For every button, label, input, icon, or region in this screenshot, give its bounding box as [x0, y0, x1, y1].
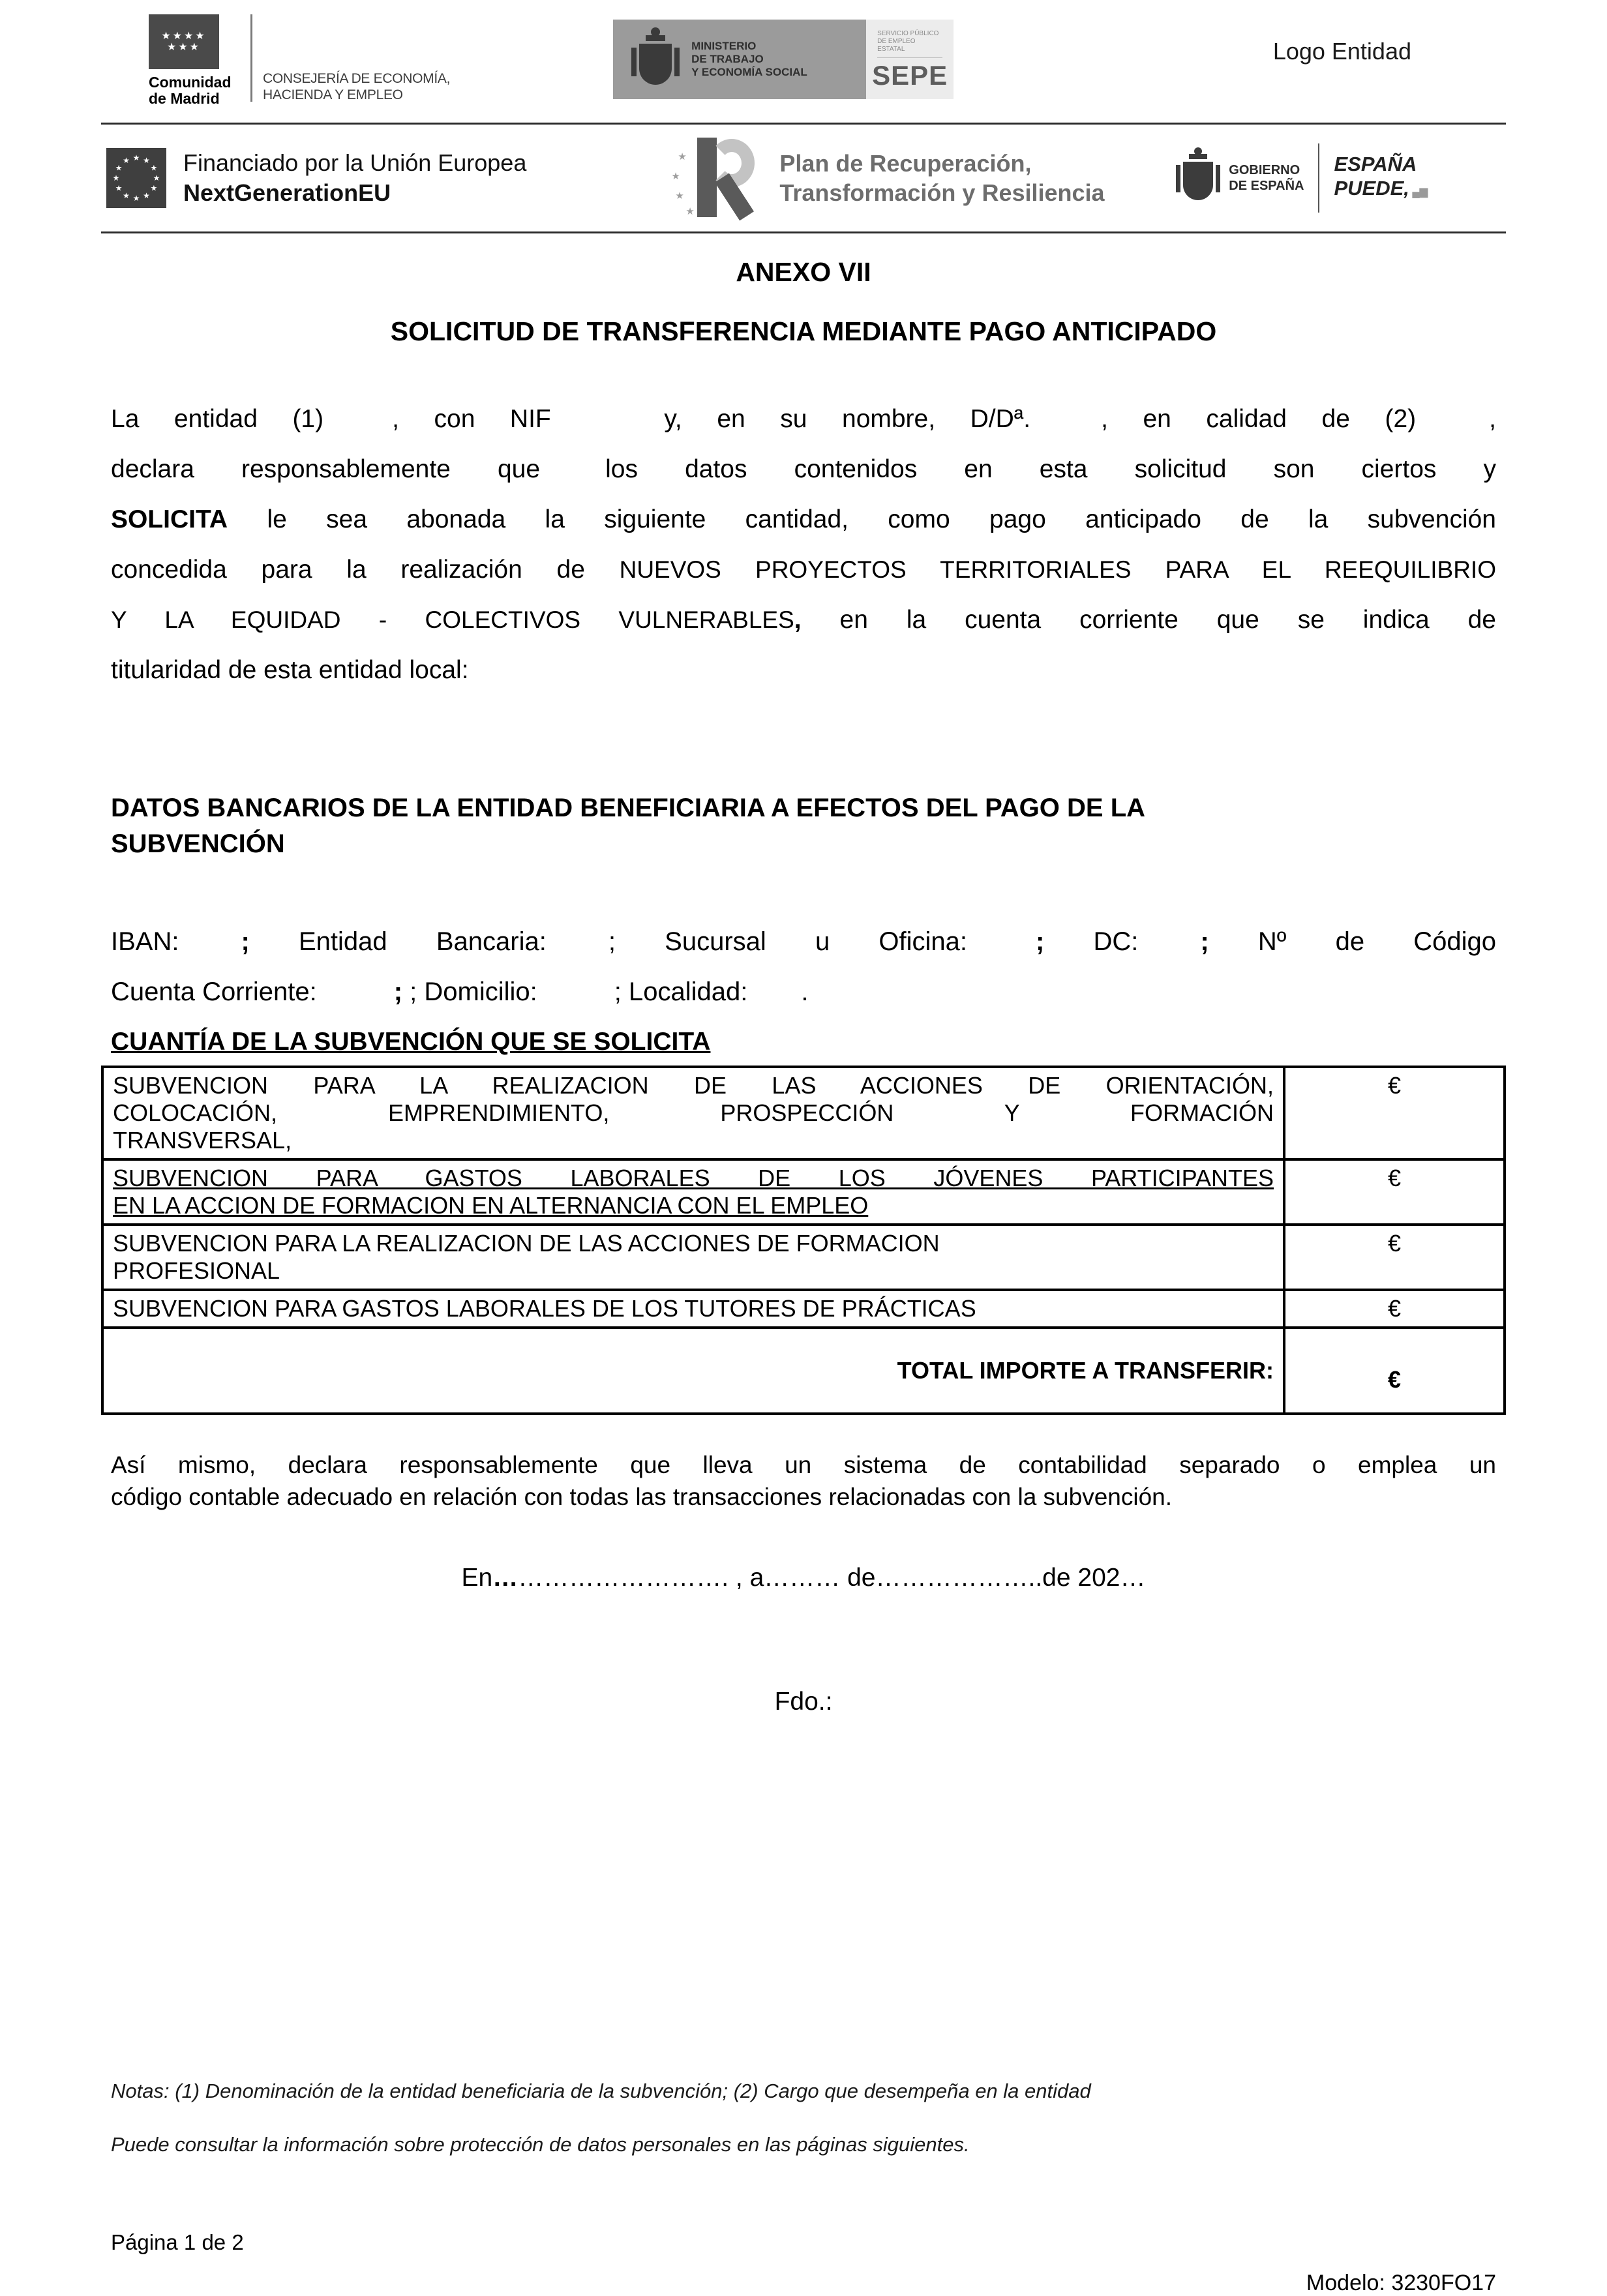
madrid-logo-block: [149, 14, 247, 107]
footnotes: [111, 2079, 1496, 2157]
header-logos: [111, 14, 1496, 106]
cell-line: PROFESIONAL: [113, 1257, 280, 1284]
logo-entidad-placeholder: Logo Entidad: [1272, 38, 1411, 65]
table-total-row: [102, 1328, 1505, 1414]
star-icon: ★: [671, 171, 680, 182]
madrid-wordmark: [149, 74, 247, 107]
eu-funding-line2: NextGenerationEU: [183, 179, 391, 206]
funding-banner: [101, 123, 1506, 233]
espana-puede-label: [1334, 152, 1428, 204]
cell-line: SUBVENCION PARA LA REALIZACION DE LAS ACCIONES DE FORMACION: [113, 1230, 940, 1257]
paragraph-line: Y LA EQUIDAD - COLECTIVOS VULNERABLES, en la cuenta corriente que se indica de: [111, 606, 1496, 634]
amount-cell: €: [1284, 1159, 1505, 1225]
gobierno-label: [1229, 162, 1304, 194]
ministerio-label: [691, 40, 807, 79]
table-row: [102, 1225, 1505, 1290]
madrid-name-line1: Comunidad: [149, 74, 232, 91]
paragraph-line: concedida para la realización de NUEVOS PROYECTOS TERRITORIALES PARA EL REEQUILIBRIO: [111, 556, 1496, 584]
sepe-logo: [866, 20, 954, 99]
amount-cell: €: [1284, 1067, 1505, 1159]
subsidy-description-cell: [102, 1067, 1284, 1159]
ministerio-box: [613, 20, 866, 99]
subsidy-description-cell: [102, 1159, 1284, 1225]
ministerio-line2: DE TRABAJO: [691, 53, 764, 65]
signature-label: Fdo.:: [774, 1688, 833, 1716]
cell-line: SUBVENCION PARA LA REALIZACION DE LAS ACCIONES DE ORIENTACIÓN,: [113, 1072, 1274, 1099]
intro-paragraph: [111, 394, 1496, 695]
total-amount-cell: €: [1284, 1328, 1505, 1414]
sepe-wordmark: SEPE: [872, 59, 948, 91]
bank-data-heading: [111, 790, 1496, 862]
footnote-1: Notas: (1) Denominación de la entidad beneficiaria de la subvención; (2) Cargo que desempeña en la entidad: [111, 2080, 1091, 2102]
footnote-2: Puede consultar la información sobre protección de datos personales en las páginas siguientes.: [111, 2133, 970, 2156]
star-icon: ★: [678, 151, 687, 162]
bank-line: IBAN: ; Entidad Bancaria: ; Sucursal u Oficina: ; DC: ; Nº de Código: [111, 927, 1497, 956]
total-label: TOTAL IMPORTE A TRANSFERIR:: [102, 1328, 1284, 1414]
cell-line: SUBVENCION PARA GASTOS LABORALES DE LOS TUTORES DE PRÁCTICAS: [113, 1295, 976, 1322]
subsidy-description-cell: [102, 1290, 1284, 1328]
paragraph-line: declara responsablemente que los datos contenidos en esta solicitud son ciertos y: [111, 455, 1496, 483]
espana-line1: ESPAÑA: [1334, 153, 1417, 175]
eu-funding-line1: Financiado por la Unión Europea: [183, 149, 527, 176]
sepe-subtitle: [877, 30, 942, 53]
table-row: [102, 1159, 1505, 1225]
paragraph-line: código contable adecuado en relación con todas las transacciones relacionadas con la subvención.: [111, 1483, 1173, 1510]
sepe-subtitle-line1: SERVICIO PÚBLICO: [877, 29, 939, 37]
gobierno-line2: DE ESPAÑA: [1229, 179, 1304, 193]
consejeria-label: [263, 70, 450, 107]
madrid-stars-row: [161, 31, 206, 42]
document-title: ANEXO VII: [736, 257, 871, 287]
table-row: [102, 1067, 1505, 1159]
consejeria-line1: CONSEJERÍA DE ECONOMÍA,: [263, 71, 451, 86]
eu-flag-icon: [106, 148, 166, 208]
accounting-paragraph: [111, 1449, 1496, 1513]
divider: [250, 14, 252, 102]
cell-line: EN LA ACCION DE FORMACION EN ALTERNANCIA CON EL EMPLEO: [113, 1192, 869, 1219]
espana-line2: PUEDE, ▄▆: [1334, 176, 1428, 204]
model-code: Modelo: 3230FO17: [1306, 2271, 1496, 2295]
paragraph-line: Así mismo, declara responsablemente que lleva un sistema de contabilidad separado o emplea un: [111, 1452, 1496, 1478]
cell-line: SUBVENCION PARA GASTOS LABORALES DE LOS JÓVENES PARTICIPANTES: [113, 1165, 1274, 1191]
recovery-plan-line1: Plan de Recuperación,: [779, 150, 1032, 177]
page-number: Página 1 de 2: [111, 2230, 244, 2254]
recovery-plan-line2: Transformación y Resiliencia: [779, 179, 1105, 206]
divider: [1318, 143, 1319, 213]
subsidy-description-cell: [102, 1225, 1284, 1290]
cell-line: TRANSVERSAL,: [113, 1127, 292, 1154]
recovery-plan-logo-icon: [663, 136, 768, 220]
amount-cell: €: [1284, 1225, 1505, 1290]
ministerio-line1: MINISTERIO: [691, 40, 757, 52]
star-icon: ★: [685, 206, 695, 217]
bank-details: [111, 917, 1496, 1017]
ministerio-trabajo-logo: [613, 20, 954, 99]
gobierno-espana-logo: [1175, 145, 1304, 211]
comunidad-madrid-logo: [149, 14, 450, 107]
recovery-plan-label: [779, 149, 1104, 207]
eu-funding-label: [183, 148, 526, 208]
divider: [877, 57, 942, 58]
consejeria-line2: HACIENDA Y EMPLEO: [263, 87, 403, 102]
amount-heading: CUANTÍA DE LA SUBVENCIÓN QUE SE SOLICITA: [111, 1028, 711, 1056]
bank-line: Cuenta Corriente: ; ; Domicilio: ; Localidad: .: [111, 977, 809, 1006]
bank-data-heading-line1: DATOS BANCARIOS DE LA ENTIDAD BENEFICIARIA A EFECTOS DEL PAGO DE LA: [111, 794, 1146, 822]
star-icon: ★: [675, 190, 684, 201]
amounts-table: [101, 1066, 1506, 1415]
gobierno-line1: GOBIERNO: [1229, 163, 1300, 177]
sepe-subtitle-line2: DE EMPLEO ESTATAL: [877, 37, 916, 53]
cell-line: COLOCACIÓN, EMPRENDIMIENTO, PROSPECCIÓN Y FORMACIÓN: [113, 1099, 1274, 1126]
paragraph-line: La entidad (1) , con NIF y, en su nombre, D/Dª. , en calidad de (2) ,: [111, 405, 1496, 433]
amount-cell: €: [1284, 1290, 1505, 1328]
document-subtitle: SOLICITUD DE TRANSFERENCIA MEDIANTE PAGO ANTICIPADO: [390, 316, 1217, 346]
date-line: En………………………. , a……… de………………..de 202…: [461, 1564, 1146, 1592]
paragraph-line: titularidad de esta entidad local:: [111, 656, 469, 684]
ministerio-line3: Y ECONOMÍA SOCIAL: [691, 66, 807, 78]
paragraph-line: SOLICITA le sea abonada la siguiente cantidad, como pago anticipado de la subvención: [111, 505, 1496, 533]
madrid-name-line2: de Madrid: [149, 90, 220, 107]
spain-coat-of-arms-icon: [630, 25, 681, 93]
spain-coat-of-arms-icon: [1175, 145, 1221, 211]
table-row: [102, 1290, 1505, 1328]
madrid-stars-row: [167, 42, 201, 53]
madrid-flag-icon: [149, 14, 219, 69]
bank-data-heading-line2: SUBVENCIÓN: [111, 829, 285, 858]
